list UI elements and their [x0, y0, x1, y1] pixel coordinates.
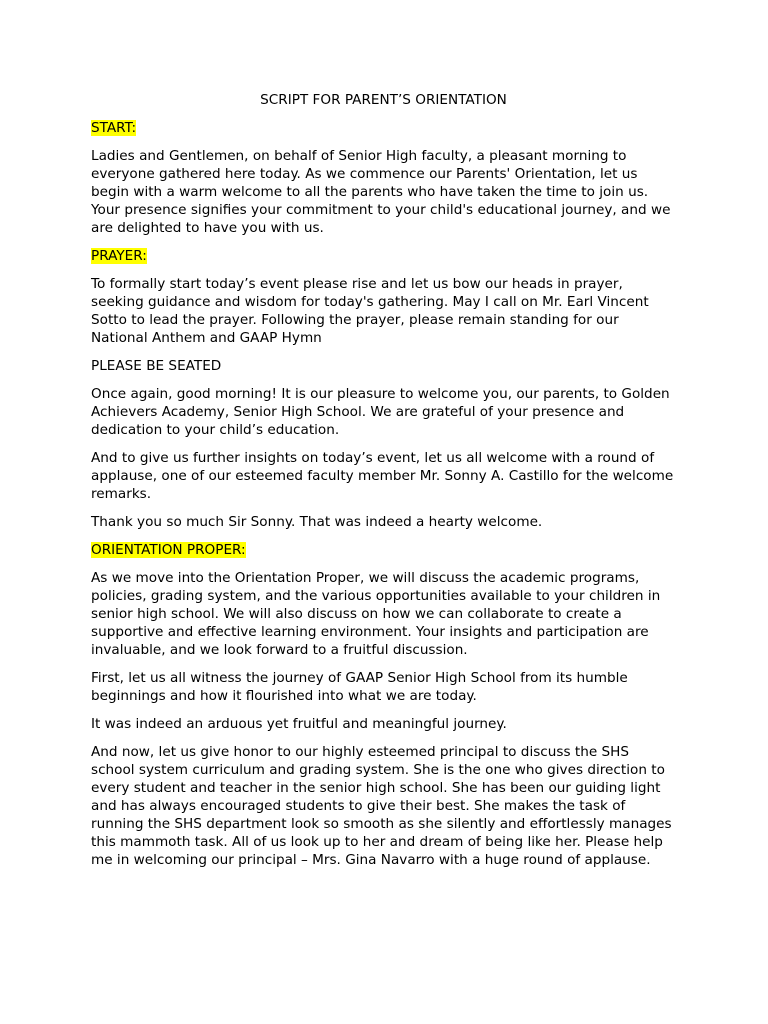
paragraph-prayer-intro: To formally start today’s event please rise and let us bow our heads in prayer, seeking guidance and wisdom for today's gathering. May I call on Mr. Earl Vincent Sotto to lead the prayer. Following the prayer, please remain standing for our National Anthem and GAAP Hymn	[91, 276, 649, 346]
highlighted-heading-prayer: PRAYER:	[91, 248, 147, 264]
paragraph-start-welcome: Ladies and Gentlemen, on behalf of Senior High faculty, a pleasant morning to everyone gathered here today. As we commence our Parents' Orientation, let us begin with a warm welcome to all the parents who have taken the time to join us. Your presence signifies your commitment to your child's educational journey, and we are delighted to have you with us.	[91, 148, 671, 236]
document-page	[91, 91, 676, 879]
section-heading-orientation	[91, 541, 676, 559]
paragraph-arduous-journey: It was indeed an arduous yet fruitful and meaningful journey.	[91, 716, 507, 732]
document-title: SCRIPT FOR PARENT’S ORIENTATION	[260, 92, 507, 108]
paragraph-principal-intro: And now, let us give honor to our highly esteemed principal to discuss the SHS school system curriculum and grading system. She is the one who gives direction to every student and teacher in the senior high school. She has been our guiding light and has always encouraged students to give their best. She makes the task of running the SHS department look so smooth as she silently and effortlessly manages this mammoth task. All of us look up to her and dream of being like her. Please help me in welcoming our principal – Mrs. Gina Navarro with a huge round of applause.	[91, 744, 672, 868]
paragraph-please-be-seated: PLEASE BE SEATED	[91, 358, 222, 374]
paragraph-journey: First, let us all witness the journey of GAAP Senior High School from its humble beginnings and how it flourished into what we are today.	[91, 670, 628, 704]
section-heading-prayer	[91, 247, 676, 265]
paragraph-orientation-overview: As we move into the Orientation Proper, we will discuss the academic programs, policies, grading system, and the various opportunities available to your children in senior high school. We will also discuss on how we can collaborate to create a supportive and effective learning environment. Your insights and participation are invaluable, and we look forward to a fruitful discussion.	[91, 570, 661, 658]
highlighted-heading-orientation: ORIENTATION PROPER:	[91, 542, 246, 558]
highlighted-heading-start: START:	[91, 120, 137, 136]
paragraph-good-morning: Once again, good morning! It is our pleasure to welcome you, our parents, to Golden Achievers Academy, Senior High School. We are grateful of your presence and dedication to your child’s education.	[91, 386, 670, 438]
paragraph-thank-you: Thank you so much Sir Sonny. That was indeed a hearty welcome.	[91, 514, 543, 530]
section-heading-start	[91, 119, 676, 137]
paragraph-welcome-remarks: And to give us further insights on today’s event, let us all welcome with a round of applause, one of our esteemed faculty member Mr. Sonny A. Castillo for the welcome remarks.	[91, 450, 674, 502]
